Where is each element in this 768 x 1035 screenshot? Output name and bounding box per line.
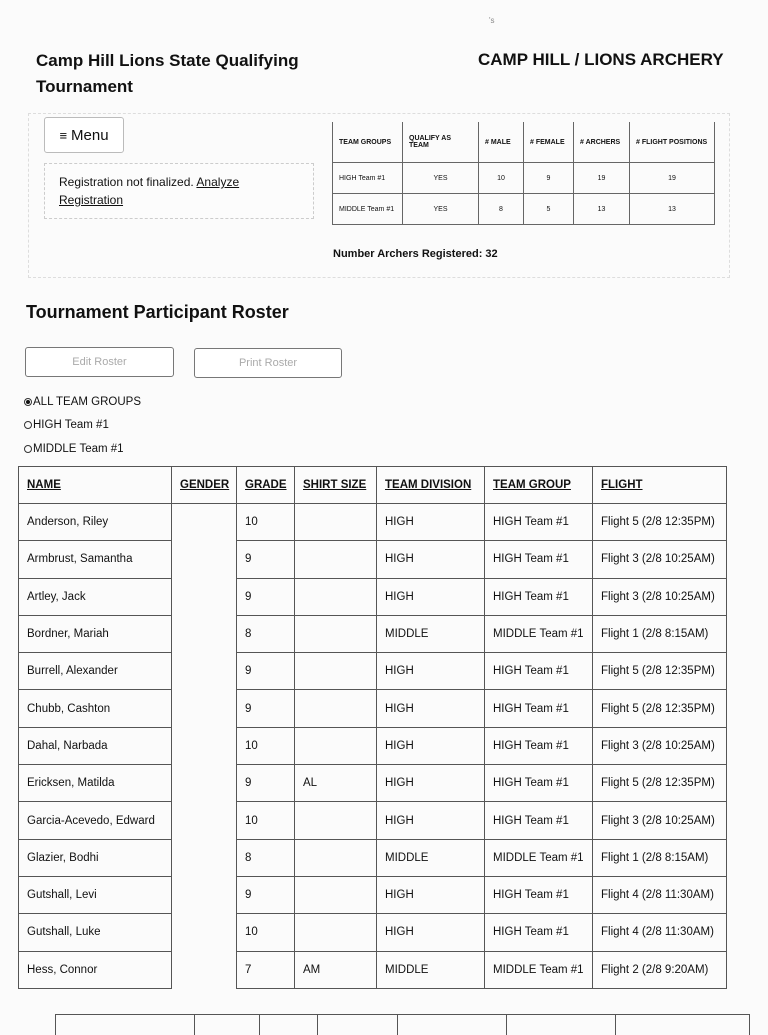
summary-cell: 13 — [630, 194, 715, 225]
next-table-top-edge — [55, 1014, 750, 1035]
summary-cell: YES — [403, 163, 479, 194]
summary-header-cell: # FLIGHT POSITIONS — [630, 122, 715, 163]
cell-name: Ericksen, Matilda — [19, 765, 172, 802]
cell-shirt-size — [295, 876, 377, 913]
cell-flight: Flight 1 (2/8 8:15AM) — [593, 615, 727, 652]
summary-cell: 9 — [524, 163, 574, 194]
hamburger-icon: ≡ — [59, 127, 68, 143]
cell-shirt-size: AM — [295, 951, 377, 988]
summary-cell: MIDDLE Team #1 — [333, 194, 403, 225]
cell-grade: 10 — [237, 504, 295, 541]
cell-gender — [172, 876, 237, 913]
cell-name: Chubb, Cashton — [19, 690, 172, 727]
cell-grade: 9 — [237, 541, 295, 578]
cell-team-division: MIDDLE — [377, 615, 485, 652]
cell-grade: 10 — [237, 802, 295, 839]
summary-header-cell: QUALIFY AS TEAM — [403, 122, 479, 163]
cell-gender — [172, 578, 237, 615]
cell-gender — [172, 541, 237, 578]
cell-shirt-size — [295, 615, 377, 652]
cell-gender — [172, 765, 237, 802]
column-header-shirt-size[interactable]: SHIRT SIZE — [295, 467, 377, 504]
column-header-team-group[interactable]: TEAM GROUP — [485, 467, 593, 504]
cell-name: Gutshall, Levi — [19, 876, 172, 913]
brand-title: CAMP HILL / LIONS ARCHERY — [478, 50, 724, 69]
summary-cell: HIGH Team #1 — [333, 163, 403, 194]
table-row — [19, 876, 727, 913]
cell-flight: Flight 1 (2/8 8:15AM) — [593, 839, 727, 876]
analyze-registration-link[interactable]: Analyze Registration — [59, 175, 240, 207]
filter-label: ALL TEAM GROUPS — [33, 396, 142, 408]
cell-team-group: MIDDLE Team #1 — [485, 951, 593, 988]
cell-team-group: HIGH Team #1 — [485, 802, 593, 839]
cell-flight: Flight 3 (2/8 10:25AM) — [593, 802, 727, 839]
cell-team-division: HIGH — [377, 578, 485, 615]
cell-team-division: HIGH — [377, 727, 485, 764]
registration-alert-text — [59, 173, 299, 209]
cell-name: Dahal, Narbada — [19, 727, 172, 764]
cell-flight: Flight 5 (2/8 12:35PM) — [593, 765, 727, 802]
cell-team-division: HIGH — [377, 690, 485, 727]
cell-flight: Flight 2 (2/8 9:20AM) — [593, 951, 727, 988]
summary-header-cell: # FEMALE — [524, 122, 574, 163]
cell-flight: Flight 3 (2/8 10:25AM) — [593, 578, 727, 615]
cell-name: Garcia-Acevedo, Edward — [19, 802, 172, 839]
alert-message: Registration not finalized. — [59, 175, 194, 189]
menu-button[interactable] — [44, 117, 124, 153]
cell-team-group: HIGH Team #1 — [485, 578, 593, 615]
cell-gender — [172, 839, 237, 876]
archers-registered-count: Number Archers Registered: 32 — [333, 248, 498, 260]
cell-team-group: HIGH Team #1 — [485, 727, 593, 764]
team-summary-table — [332, 122, 715, 225]
cell-name: Glazier, Bodhi — [19, 839, 172, 876]
cell-grade: 8 — [237, 615, 295, 652]
radio-unselected-icon[interactable] — [24, 445, 32, 453]
cell-name: Armbrust, Samantha — [19, 541, 172, 578]
summary-header-cell: # ARCHERS — [574, 122, 630, 163]
table-row — [19, 727, 727, 764]
column-header-gender[interactable]: GENDER — [172, 467, 237, 504]
summary-header-row — [333, 122, 715, 163]
cell-name: Anderson, Riley — [19, 504, 172, 541]
cell-name: Artley, Jack — [19, 578, 172, 615]
cell-grade: 8 — [237, 839, 295, 876]
cell-grade: 10 — [237, 914, 295, 951]
cell-name: Bordner, Mariah — [19, 615, 172, 652]
cell-flight: Flight 5 (2/8 12:35PM) — [593, 653, 727, 690]
cell-team-division: HIGH — [377, 802, 485, 839]
cell-flight: Flight 4 (2/8 11:30AM) — [593, 914, 727, 951]
cell-gender — [172, 727, 237, 764]
cell-team-division: HIGH — [377, 914, 485, 951]
table-row — [19, 690, 727, 727]
tournament-title: Camp Hill Lions State Qualifying Tournament — [36, 51, 299, 96]
cell-team-division: HIGH — [377, 504, 485, 541]
filter-middle-team-1[interactable] — [24, 443, 124, 455]
cell-team-division: HIGH — [377, 765, 485, 802]
cell-gender — [172, 653, 237, 690]
table-row — [19, 653, 727, 690]
cell-team-group: HIGH Team #1 — [485, 765, 593, 802]
table-row — [19, 504, 727, 541]
roster-header-row — [19, 467, 727, 504]
filter-label: MIDDLE Team #1 — [33, 443, 124, 455]
cell-name: Gutshall, Luke — [19, 914, 172, 951]
summary-row — [333, 194, 715, 225]
cell-team-division: MIDDLE — [377, 839, 485, 876]
cell-grade: 9 — [237, 578, 295, 615]
summary-cell: 19 — [574, 163, 630, 194]
cell-grade: 9 — [237, 876, 295, 913]
summary-row — [333, 163, 715, 194]
cell-flight: Flight 4 (2/8 11:30AM) — [593, 876, 727, 913]
cell-grade: 10 — [237, 727, 295, 764]
cell-gender — [172, 802, 237, 839]
cell-flight: Flight 3 (2/8 10:25AM) — [593, 727, 727, 764]
roster-table — [18, 466, 727, 989]
cell-team-group: MIDDLE Team #1 — [485, 839, 593, 876]
edit-roster-button[interactable]: Edit Roster — [25, 347, 174, 377]
cell-shirt-size — [295, 504, 377, 541]
cell-flight: Flight 5 (2/8 12:35PM) — [593, 690, 727, 727]
cell-team-group: HIGH Team #1 — [485, 690, 593, 727]
cell-shirt-size — [295, 690, 377, 727]
column-header-team-division[interactable]: TEAM DIVISION — [377, 467, 485, 504]
cell-team-division: HIGH — [377, 876, 485, 913]
cell-shirt-size — [295, 541, 377, 578]
table-row — [19, 615, 727, 652]
cell-shirt-size — [295, 578, 377, 615]
summary-cell: YES — [403, 194, 479, 225]
cell-team-division: MIDDLE — [377, 951, 485, 988]
cell-shirt-size — [295, 914, 377, 951]
summary-header-cell: # MALE — [479, 122, 524, 163]
summary-cell: 13 — [574, 194, 630, 225]
summary-cell: 5 — [524, 194, 574, 225]
summary-cell: 19 — [630, 163, 715, 194]
table-row — [19, 914, 727, 951]
cell-team-group: HIGH Team #1 — [485, 653, 593, 690]
cell-shirt-size: AL — [295, 765, 377, 802]
table-row — [19, 765, 727, 802]
roster-heading: Tournament Participant Roster — [26, 302, 289, 322]
table-row — [19, 578, 727, 615]
cell-name: Burrell, Alexander — [19, 653, 172, 690]
cell-team-group: HIGH Team #1 — [485, 876, 593, 913]
menu-label: Menu — [71, 126, 109, 144]
cell-shirt-size — [295, 802, 377, 839]
cell-team-group: HIGH Team #1 — [485, 504, 593, 541]
print-roster-button[interactable]: Print Roster — [194, 348, 342, 378]
table-row — [19, 541, 727, 578]
cell-gender — [172, 914, 237, 951]
cell-grade: 7 — [237, 951, 295, 988]
cell-gender — [172, 951, 237, 988]
corner-mark: 's — [489, 16, 495, 25]
cell-team-group: HIGH Team #1 — [485, 541, 593, 578]
radio-selected-icon[interactable] — [24, 398, 32, 406]
cell-grade: 9 — [237, 653, 295, 690]
summary-cell: 10 — [479, 163, 524, 194]
cell-shirt-size — [295, 727, 377, 764]
cell-flight: Flight 3 (2/8 10:25AM) — [593, 541, 727, 578]
filter-high-team-1[interactable] — [24, 419, 109, 431]
cell-grade: 9 — [237, 765, 295, 802]
cell-shirt-size — [295, 839, 377, 876]
filter-all-team-groups[interactable] — [24, 396, 141, 408]
table-row — [19, 839, 727, 876]
cell-team-group: HIGH Team #1 — [485, 914, 593, 951]
table-row — [19, 802, 727, 839]
cell-gender — [172, 690, 237, 727]
column-header-grade[interactable]: GRADE — [237, 467, 295, 504]
table-row — [19, 951, 727, 988]
cell-team-division: HIGH — [377, 653, 485, 690]
filter-label: HIGH Team #1 — [33, 419, 109, 431]
roster-body — [19, 504, 727, 989]
summary-cell: 8 — [479, 194, 524, 225]
summary-header-cell: TEAM GROUPS — [333, 122, 403, 163]
cell-grade: 9 — [237, 690, 295, 727]
cell-team-division: HIGH — [377, 541, 485, 578]
cell-gender — [172, 615, 237, 652]
cell-name: Hess, Connor — [19, 951, 172, 988]
column-header-flight[interactable]: FLIGHT — [593, 467, 727, 504]
cell-team-group: MIDDLE Team #1 — [485, 615, 593, 652]
cell-gender — [172, 504, 237, 541]
radio-unselected-icon[interactable] — [24, 421, 32, 429]
cell-shirt-size — [295, 653, 377, 690]
cell-flight: Flight 5 (2/8 12:35PM) — [593, 504, 727, 541]
column-header-name[interactable]: NAME — [19, 467, 172, 504]
